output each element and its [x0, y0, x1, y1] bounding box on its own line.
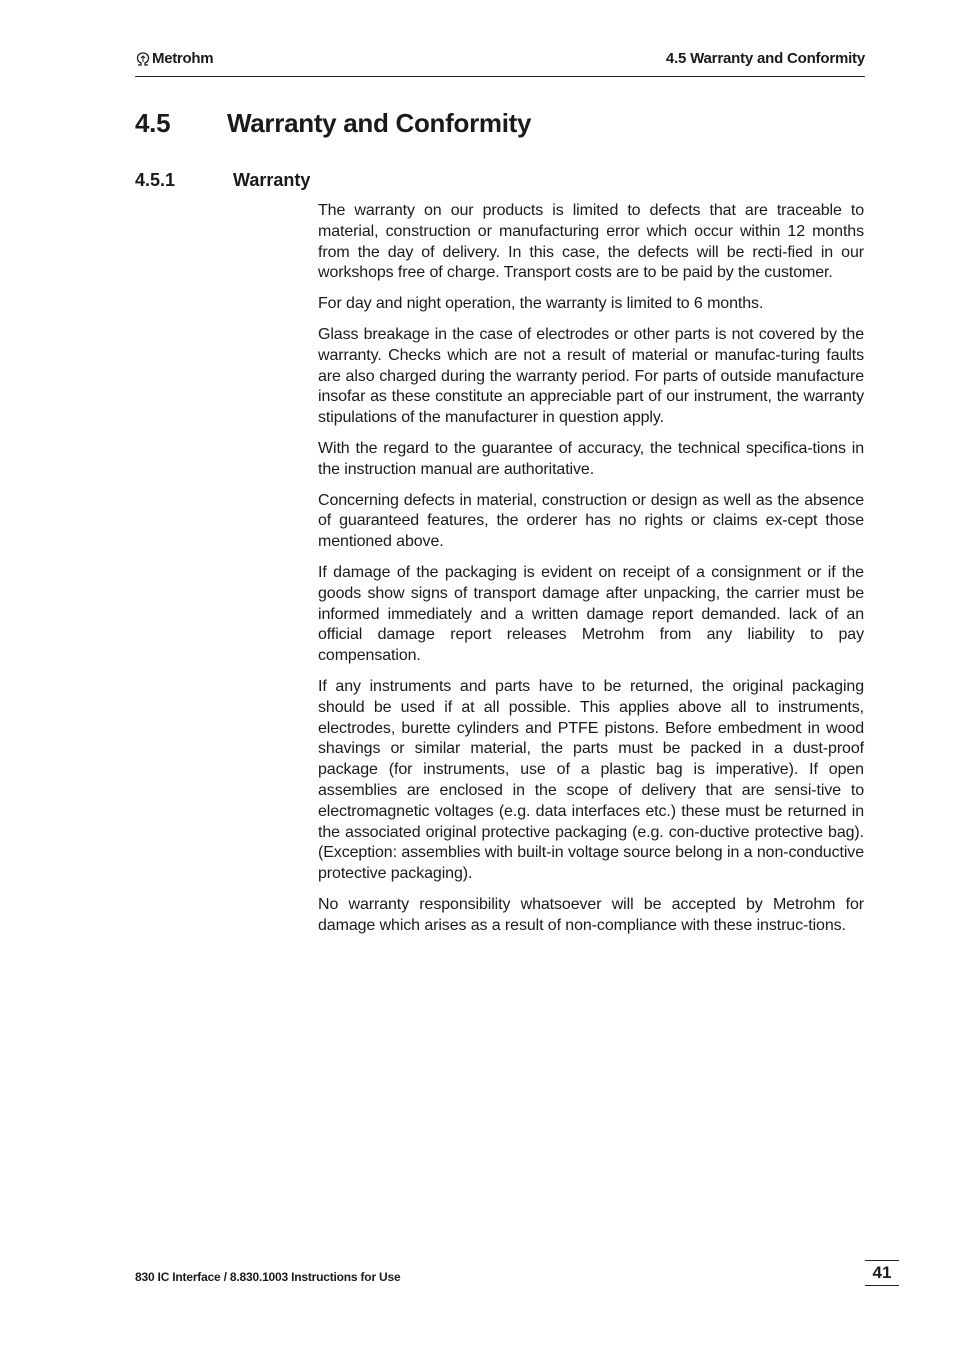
paragraph: If damage of the packaging is evident on receipt of a consignment or if the goods show signs of transport damage after unpacking, the carrier must be informed immediately and a written damage report demanded. lack of an official damage report releases Metrohm from any liability to pay compensation. — [318, 563, 864, 665]
body-text — [318, 201, 864, 947]
metrohm-omega-icon — [135, 51, 151, 67]
paragraph: No warranty responsibility whatsoever will be accepted by Metrohm for damage which arises as a result of non-compliance with these instruc-tions. — [318, 895, 864, 934]
page-header — [135, 48, 865, 77]
subsection-heading — [135, 170, 310, 191]
page-number: 41 — [865, 1260, 899, 1286]
running-title: 4.5 Warranty and Conformity — [665, 50, 865, 67]
paragraph: If any instruments and parts have to be returned, the original packaging should be used if at all possible. This applies above all to instruments, electrodes, burette cylinders and PTFE pistons. Before embedment in wood shavings or similar material, the parts must be packed in a dust-proof package (for instruments, use of a plastic bag is imperative). If open assemblies are enclosed in the scope of delivery that are sensi-tive to electromagnetic voltages (e.g. data interfaces etc.) these must be returned in the associated original protective packaging (e.g. con-ductive protective bag). (Exception: assemblies with built-in voltage source belong in a non-conductive protective packaging). — [318, 677, 864, 883]
paragraph: The warranty on our products is limited to defects that are traceable to material, construction or manufacturing error which occur within 12 months from the day of delivery. In this case, the defects will be recti-fied in our workshops free of charge. Transport costs are to be paid by the customer. — [318, 202, 864, 282]
paragraph: With the regard to the guarantee of accuracy, the technical specifica-tions in the instruction manual are authoritative. — [318, 439, 864, 478]
metrohm-logo — [135, 50, 213, 67]
footer-document-title: 830 IC Interface / 8.830.1003 Instructions for Use — [135, 1270, 401, 1284]
logo-text: Metrohm — [152, 50, 214, 67]
section-title: Warranty and Conformity — [227, 108, 532, 138]
paragraph: For day and night operation, the warranty is limited to 6 months. — [318, 295, 764, 313]
subsection-title: Warranty — [233, 170, 311, 190]
section-heading — [135, 108, 531, 139]
paragraph: Concerning defects in material, construction or design as well as the absence of guaranteed features, the orderer has no rights or claims ex-cept those mentioned above. — [318, 491, 864, 551]
section-number: 4.5 — [135, 108, 171, 138]
paragraph: Glass breakage in the case of electrodes or other parts is not covered by the warranty. Checks which are not a result of material or manufac-turing faults are also charged during the warranty period. For parts of outside manufacture insofar as these constitute an appreciable part of our instrument, the warranty stipulations of the manufacturer in question apply. — [318, 325, 864, 427]
subsection-number: 4.5.1 — [135, 170, 176, 190]
